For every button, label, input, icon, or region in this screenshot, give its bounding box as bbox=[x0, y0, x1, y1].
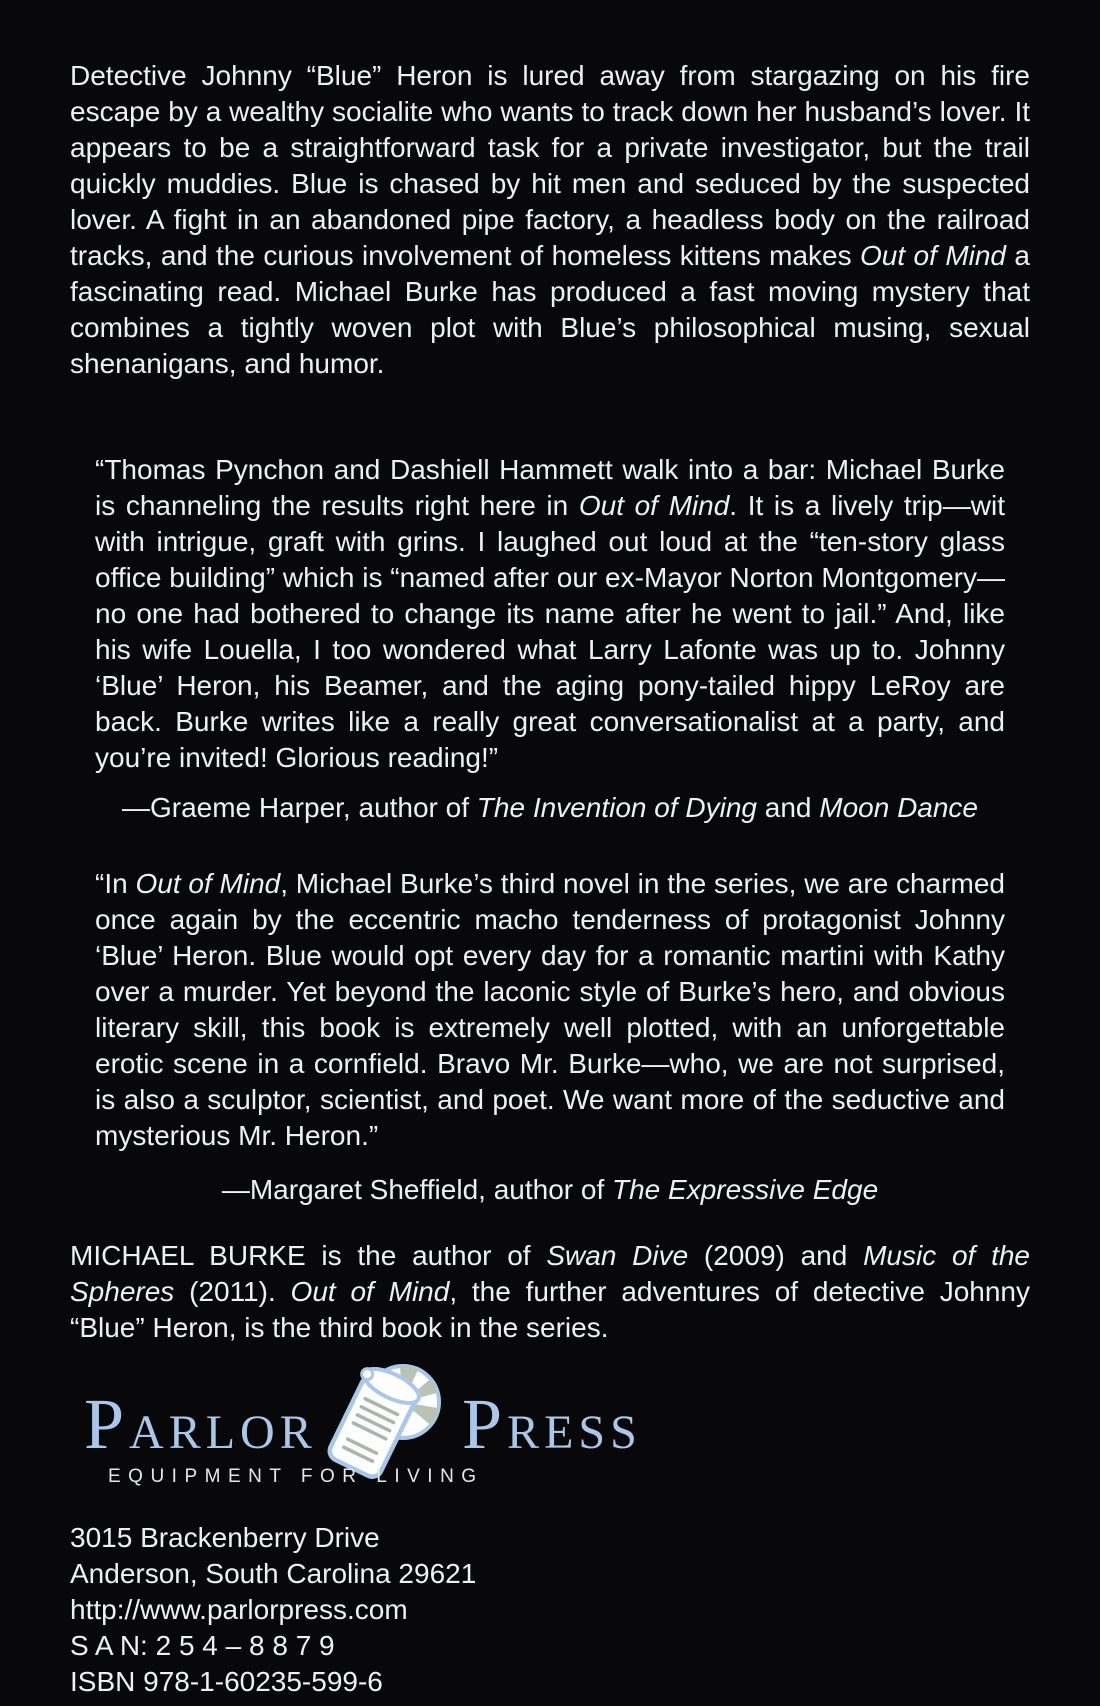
review-2-quote: “In Out of Mind, Michael Burke’s third novel in the series, we are charmed once again by the eccentric macho tenderness of protagonist Johnny ‘Blue’ Heron. Blue would opt every day for a romantic martini with Kathy over a murder. Yet beyond the laconic style of Burke’s hero, and obvious literary skill, this book is extremely well plotted, with an unforgettable erotic scene in a cornfield. Bravo Mr. Burke—who, we are not surprised, is also a sculptor, scientist, and poet. We want more of the seductive and mysterious Mr. Heron.” bbox=[95, 868, 1005, 1151]
review-1-attribution: —Graeme Harper, author of The Invention of Dying and Moon Dance bbox=[121, 792, 979, 823]
address-line-street: 3015 Brackenberry Drive bbox=[70, 1522, 380, 1553]
logo-tagline: EQUIPMENT FOR LIVING bbox=[108, 1466, 484, 1487]
review-quote-block-1 bbox=[70, 452, 1030, 826]
publisher-url: http://www.parlorpress.com bbox=[70, 1594, 408, 1625]
review-quote-block-2 bbox=[70, 866, 1030, 1208]
logo-press-rest: RESS bbox=[507, 1406, 642, 1459]
author-bio-paragraph: MICHAEL BURKE is the author of Swan Dive (2009) and Music of the Spheres (2011). Out of Mind, the further adventures of detective Johnny “Blue” Heron, is the third book in the series. bbox=[70, 1240, 1031, 1343]
publisher-address-block bbox=[70, 1520, 1030, 1700]
logo-word-parlor bbox=[84, 1384, 317, 1464]
logo-press-initial: P bbox=[462, 1384, 508, 1464]
synopsis-paragraph: Detective Johnny “Blue” Heron is lured away from stargazing on his fire escape by a wealthy socialite who wants to track down her husband’s lover. It appears to be a straightforward task for a private investigator, but the trail quickly muddies. Blue is chased by hit men and seduced by the suspected lover. A fight in an abandoned pipe factory, a headless body on the railroad tracks, and the curious involvement of homeless kittens makes Out of Mind a fascinating read. Michael Burke has produced a fast moving mystery that combines a tightly woven plot with Blue’s philosophical musing, sexual shenanigans, and humor. bbox=[70, 60, 1030, 379]
isbn-number: ISBN 978-1-60235-599-6 bbox=[70, 1666, 383, 1697]
logo-word-press bbox=[462, 1384, 642, 1464]
review-1-quote: “Thomas Pynchon and Dashiell Hammett walk into a bar: Michael Burke is channeling the results right here in Out of Mind. It is a lively trip—wit with intrigue, graft with grins. I laughed out loud at the “ten-story glass office building” which is “named after our ex-Mayor Norton Montgomery—no one had bothered to change its name after he went to jail.” And, like his wife Louella, I too wondered what Larry Lafonte was up to. Johnny ‘Blue’ Heron, his Beamer, and the aging pony-tailed hippy LeRoy are back. Burke writes like a really great conversationalist at a party, and you’re invited! Glorious reading!” bbox=[95, 454, 1005, 773]
review-2-attribution: —Margaret Sheffield, author of The Expressive Edge bbox=[221, 1174, 879, 1205]
parlor-press-logo bbox=[70, 1352, 1030, 1494]
address-line-city: Anderson, South Carolina 29621 bbox=[70, 1558, 477, 1589]
logo-parlor-rest: ARLOR bbox=[129, 1406, 317, 1459]
san-number: S A N: 2 5 4 – 8 8 7 9 bbox=[70, 1630, 335, 1661]
logo-parlor-initial: P bbox=[84, 1384, 130, 1464]
